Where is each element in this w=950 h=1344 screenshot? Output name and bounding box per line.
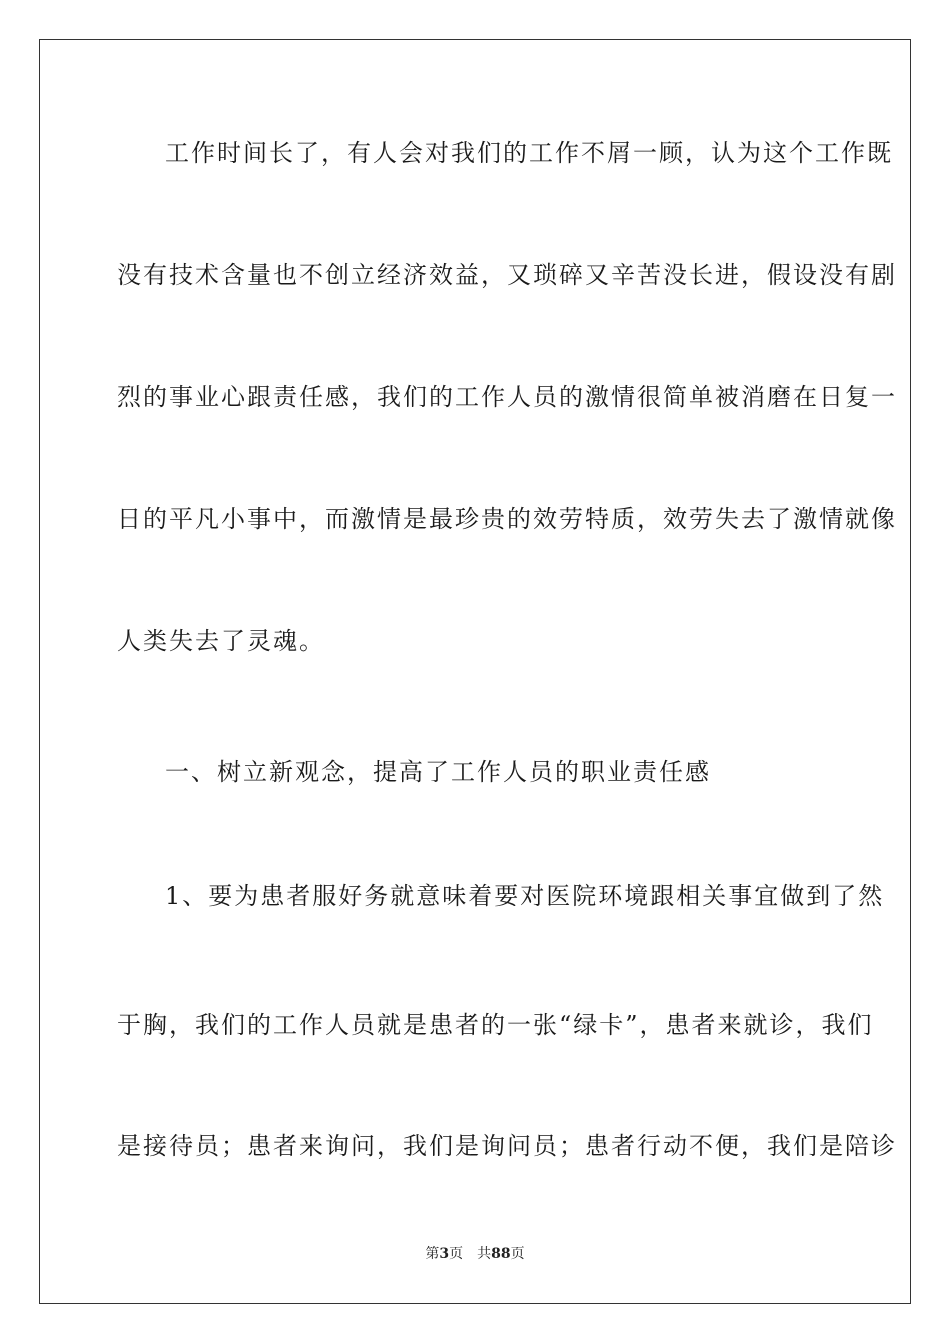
paragraph-line: 人类失去了灵魂。 (117, 627, 325, 655)
page-border (39, 39, 911, 1304)
footer-total-prefix: 共 (477, 1246, 492, 1262)
paragraph-line: 于胸，我们的工作人员就是患者的一张“绿卡”，患者来就诊，我们 (117, 1011, 874, 1039)
page-footer (0, 1244, 950, 1264)
footer-page-total: 88 (491, 1246, 511, 1262)
footer-page-current: 3 (439, 1246, 450, 1262)
footer-total-suffix: 页 (510, 1246, 525, 1262)
paragraph-line: 工作时间长了，有人会对我们的工作不屑一顾，认为这个工作既 (165, 139, 893, 167)
paragraph-line: 日的平凡小事中，而激情是最珍贵的效劳特质，效劳失去了激情就像 (117, 505, 897, 533)
footer-page-suffix: 页 (449, 1246, 464, 1262)
paragraph-line: 是接待员；患者来询问，我们是询问员；患者行动不便，我们是陪诊 (117, 1132, 897, 1160)
paragraph-line: 烈的事业心跟责任感，我们的工作人员的激情很简单被消磨在日复一 (117, 383, 897, 411)
paragraph-line: 1、要为患者服好务就意味着要对医院环境跟相关事宜做到了然 (165, 882, 885, 910)
footer-page-prefix: 第 (425, 1246, 440, 1262)
paragraph-line: 没有技术含量也不创立经济效益，又琐碎又辛苦没长进，假设没有剧 (117, 261, 897, 289)
section-heading: 一、树立新观念，提高了工作人员的职业责任感 (165, 758, 711, 786)
